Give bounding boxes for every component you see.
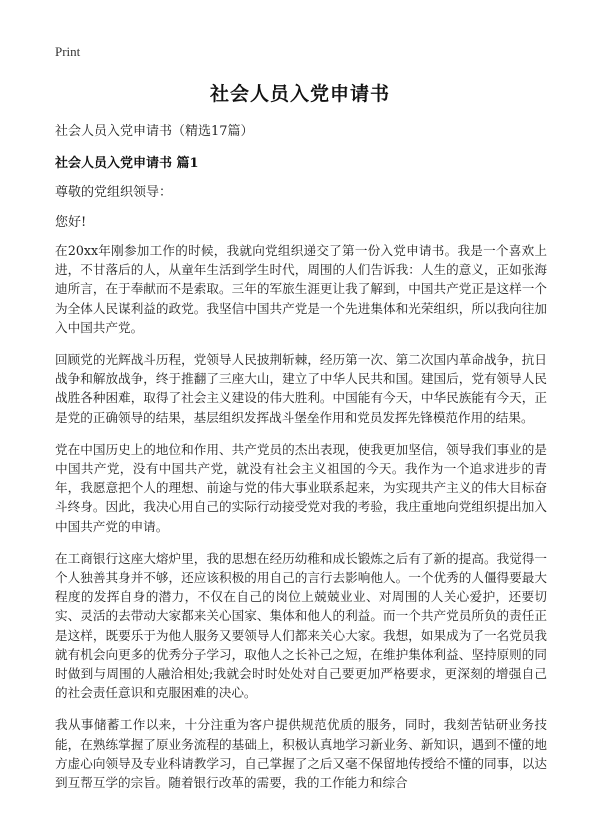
paragraph: 在工商银行这座大熔炉里，我的思想在经历幼稚和成长锻炼之后有了新的提高。我觉得一个人独善其身并不够，还应该积极的用自己的言行去影响他人。一个优秀的人僵得要最大程度的发挥自身的潜力，不仅在自己的岗位上兢兢业业、对周围的人关心爱护，还要切实、灵活的去带动大家都来关心国家、集体和他人的利益。而一个共产党员所负的责任正是这样，既要乐于为他人服务又要领导人们都来关心大家。我想，如果成为了一名党员我就有机会向更多的优秀分子学习，取他人之长补己之短，在维护集体利益、坚持原则的同时做到与周围的人融洽相处;我就会时时处处对自己要更加严格要求，更深刻的增强自己的社会责任意识和克服困难的决心。 — [55, 550, 547, 701]
print-link[interactable]: Print — [55, 44, 81, 59]
section-heading: 社会人员入党申请书 篇1 — [55, 156, 199, 171]
letter-body — [55, 241, 547, 805]
salutation: 尊敬的党组织领导： — [55, 185, 173, 200]
paragraph: 党在中国历史上的地位和作用、共产党员的杰出表现，使我更加坚信，领导我们事业的是中国共产党，没有中国共产党，就没有社会主义祖国的今天。我作为一个追求进步的青年，我愿意把个人的理想、前途与党的伟大事业联系起来，为实现共产主义的伟大目标奋斗终身。因此，我决心用自己的实际行动接受党对我的考验，我庄重地向党组织提出加入中国共产党的申请。 — [55, 441, 547, 534]
paragraph: 回顾党的光辉战斗历程，党领导人民披荆斩棘，经历第一次、第二次国内革命战争，抗日战争和解放战争，终于推翻了三座大山，建立了中华人民共和国。建国后，党有领导人民战胜各种困难，取得了社会主义建设的伟大胜利。中国能有今天，中华民族能有今天，正是党的正确领导的结果，基层组织发挥战斗堡垒作用和党员发挥先锋模范作用的结果。 — [55, 352, 547, 425]
greeting: 您好! — [55, 215, 87, 230]
document-title: 社会人员入党申请书 — [209, 83, 390, 105]
paragraph: 在20xx年刚参加工作的时候，我就向党组织递交了第一份入党申请书。我是一个喜欢上进，不甘落后的人，从童年生活到学生时代，周围的人们告诉我：人生的意义，正如张海迪所言，在于奉献而不是索取。三年的军旅生涯更让我了解到，中国共产党正是这样一个为全体人民谋利益的政党。我坚信中国共产党是一个先进集体和光荣组织，所以我向往加入中国共产党。 — [55, 243, 547, 335]
document-subtitle: 社会人员入党申请书（精选17篇） — [55, 124, 254, 139]
paragraph: 我从事储蓄工作以来，十分注重为客户提供规范优质的服务，同时，我刻苦钻研业务技能，在熟练掌握了原业务流程的基础上，积极认真地学习新业务、新知识，遇到不懂的地方虚心向领导及专业科请教学习，自己掌握了之后又毫不保留地传授给不懂的同事，以达到互帮互学的宗旨。随着银行改革的需要，我的工作能力和综合 — [55, 717, 547, 791]
